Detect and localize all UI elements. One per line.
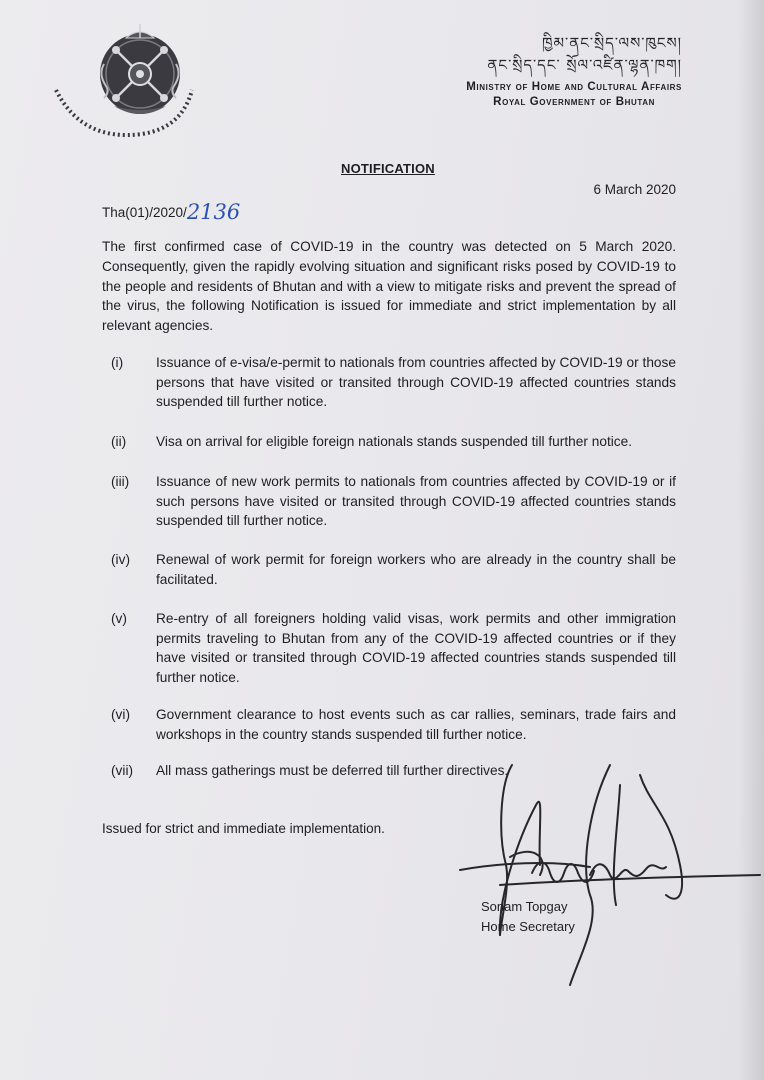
- list-item-text: Visa on arrival for eligible foreign nationals stands suspended till further notice.: [156, 434, 633, 449]
- signatory-designation: Home Secretary: [481, 919, 575, 934]
- signatory-name: Sonam Topgay: [481, 899, 568, 914]
- list-item-text: Issuance of new work permits to nationals from countries affected by COVID-19 or if such persons have visited or transited through COVID-19 affected countries stands suspended till further notice.: [156, 474, 676, 529]
- list-item-text: Renewal of work permit for foreign workers who are already in the country shall be facilitated.: [156, 552, 676, 587]
- ministry-name: Ministry of Home and Cultural Affairs: [466, 81, 682, 93]
- list-item-text: Re-entry of all foreigners holding valid visas, work permits and other immigration permits traveling to Bhutan from any of the COVID-19 affected countries or if they have visited or transited through COVID-19 affected countries stands suspended till further notice.: [156, 611, 676, 685]
- letterhead: [466, 32, 682, 110]
- list-item-text: All mass gatherings must be deferred till further directives.: [156, 763, 509, 778]
- list-item-text: Government clearance to host events such as car rallies, seminars, trade fairs and workshops in the country stands suspended till further notice.: [156, 707, 676, 742]
- reference-number: [102, 198, 240, 222]
- document-title: NOTIFICATION: [341, 161, 435, 176]
- royal-emblem-of-bhutan-icon: [42, 18, 202, 140]
- document-date: 6 March 2020: [593, 182, 676, 197]
- handwritten-reference-number: 2136: [186, 200, 241, 224]
- government-name: Royal Government of Bhutan: [493, 96, 656, 108]
- list-item-number: (v): [111, 611, 127, 626]
- closing-statement: Issued for strict and immediate implementation.: [102, 821, 385, 836]
- list-item-number: (iv): [111, 552, 131, 567]
- list-item-text: Issuance of e-visa/e-permit to nationals from countries affected by COVID-19 or those persons that have visited or transited through COVID-19 affected countries stands suspended till further notice.: [156, 355, 676, 410]
- handwritten-signature: [440, 745, 764, 995]
- list-item-number: (i): [111, 355, 124, 370]
- dzongkha-department-name: ནང་སྲིད་དང་ སྲོལ་འཛིན་ལྷན་ཁག།: [487, 56, 682, 74]
- list-item-number: (vii): [111, 763, 134, 778]
- list-item-number: (ii): [111, 434, 127, 449]
- dzongkha-ministry-name: ཁྱིམ་ནང་སྲིད་ལས་ཁུངས།: [542, 34, 682, 52]
- reference-prefix: Tha(01)/2020/: [102, 205, 187, 220]
- list-item-number: (vi): [111, 707, 131, 722]
- intro-paragraph: The first confirmed case of COVID-19 in the country was detected on 5 March 2020. Consequently, given the rapidly evolving situation and significant risks posed by COVID-19 to the people and residents of Bhutan and with a view to mitigate risks and prevent the spread of the virus, the following Notification is issued for immediate and strict implementation by all relevant agencies.: [102, 239, 676, 334]
- list-item-number: (iii): [111, 474, 130, 489]
- signatory-block: [481, 897, 575, 937]
